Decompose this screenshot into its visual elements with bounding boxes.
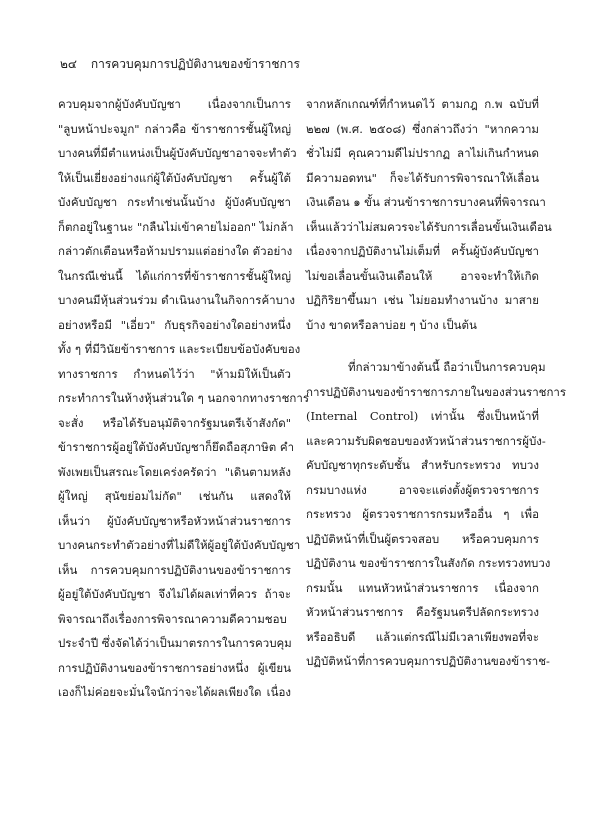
text-line: ปฏิกิริยาขึ้นมา เช่น ไม่ยอมทำงานบ้าง มาสาย [306, 293, 539, 307]
text-line: ทั้ง ๆ ที่มีวินัยข้าราชการ และระเบียบข้อบังคับของ [58, 342, 301, 356]
text-line: กรมนั้น แทนหัวหน้าส่วนราชการ เนื่องจาก [306, 580, 539, 595]
text-line: บ้าง ขาดหรือลาบ่อย ๆ บ้าง เป็นต้น [306, 317, 477, 332]
text-line: "ลูบหน้าปะจมูก" กล่าวคือ ข้าราชการชั้นผู้ใหญ่ [58, 121, 291, 136]
text-line: ข้าราชการผู้อยู่ใต้บังคับบัญชาก็ยึดถือสุภาษิต คำ [58, 440, 295, 454]
text-line: หรืออธิบดี แล้วแต่กรณีไม่มีเวลาเพียงพอที่จะ [306, 629, 539, 644]
text-line: จะสั่ง หรือได้รับอนุมัติจากรัฐมนตรีเจ้าสังกัด" [58, 415, 291, 430]
text-line: บางคนมีหุ้นส่วนร่วม ดำเนินงานในกิจการค้าบาง [58, 293, 295, 307]
text-line: ในกรณีเช่นนี้ ได้แก่การที่ข้าราชการชั้นผู้ใหญ่ [58, 268, 291, 283]
text-line: การปฏิบัติงานของข้าราชการภายในของส่วนราชการ [306, 384, 567, 399]
text-line: จากหลักเกณฑ์ที่กำหนดไว้ ตามกฎ ก.พ ฉบับที่ [306, 97, 539, 111]
text-line: (Internal Control) เท่านั้น ซึ่งเป็นหน้าที่ [306, 409, 539, 423]
text-line: คับบัญชาทุกระดับชั้น สำหรับกระทรวง ทบวง [306, 458, 539, 472]
text-line: กระทำการในห้างหุ้นส่วนใด ๆ นอกจากทางราชการ [58, 391, 310, 405]
text-line: ทางราชการ กำหนดไว้ว่า "ห้ามมิให้เป็นตัว [58, 366, 291, 381]
text-line: บางคนกระทำตัวอย่างที่ไม่ดีให้ผู้อยู่ใต้บังคับบัญชา [58, 538, 301, 552]
text-line: พิจารณาถึงเรื่องการพิจารณาความดีความชอบ [58, 611, 287, 626]
text-line: ปฏิบัติงาน ของข้าราชการในสังกัด กระทรวงทบวง [306, 556, 551, 570]
text-line: เนื่องจากปฏิบัติงานไม่เต็มที่ ครั้นผู้บังคับบัญชา [306, 244, 539, 258]
text-line: มีความอดทน" ก็จะได้รับการพิจารณาให้เลื่อน [306, 170, 539, 185]
page-header [60, 55, 540, 74]
text-line: เงินเดือน ๑ ขั้น ส่วนข้าราชการบางคนที่พิจารณา [306, 195, 546, 209]
text-line: เห็นว่า ผู้บังคับบัญชาหรือหัวหน้าส่วนราชการ [58, 513, 291, 528]
text-line: พังเพยเป็นสรณะโดยเคร่งครัดว่า "เดินตามหลัง [58, 464, 291, 479]
text-line: ให้เป็นเยี่ยงอย่างแก่ผู้ใต้บังคับบัญชา ครั้นผู้ใต้ [58, 170, 291, 185]
text-line: อย่างหรือมี "เอี่ยว" กับธุรกิจอย่างใดอย่างหนึ่ง [58, 317, 291, 332]
text-line: ควบคุมจากผู้บังคับบัญชา เนื่องจากเป็นการ [58, 97, 291, 111]
text-line: กล่าวตักเตือนหรือห้ามปรามแต่อย่างใด ตัวอย่าง [58, 244, 293, 258]
left-column [58, 92, 310, 705]
text-line: ปฏิบัติหน้าที่การควบคุมการปฏิบัติงานของข้าราช- [306, 654, 550, 668]
text-line: ผู้ใหญ่ สุนัขย่อมไม่กัด" เช่นกัน แสดงให้ [58, 489, 291, 503]
text-line: กรมบางแห่ง อาจจะแต่งตั้งผู้ตรวจราชการ [306, 482, 539, 497]
text-line: ผู้อยู่ใต้บังคับบัญชา จึงไม่ได้ผลเท่าที่ควร ถ้าจะ [58, 587, 291, 601]
running-title: การควบคุมการปฏิบัติงานของข้าราชการ [90, 57, 300, 71]
paragraph-first-line: ที่กล่าวมาข้างต้นนี้ ถือว่าเป็นการควบคุม [348, 360, 546, 374]
text-line: เห็น การควบคุมการปฏิบัติงานของข้าราชการ [58, 562, 291, 577]
text-line: การปฏิบัติงานของข้าราชการอย่างหนึ่ง ผู้เขียน [58, 660, 291, 675]
right-column [306, 92, 567, 674]
text-line: ประจำปี ซึ่งจัดได้ว่าเป็นมาตรการในการควบคุม [58, 636, 292, 650]
text-line: ๒๒๗ (พ.ศ. ๒๕๐๘) ซึ่งกล่าวถึงว่า "หากความ [306, 121, 539, 136]
text-line: ก็ตกอยู่ในฐานะ "กลืนไม่เข้าคายไม่ออก" ไม่กล้า [58, 219, 294, 234]
text-line: ไม่ขอเลื่อนขั้นเงินเดือนให้ อาจจะทำให้เกิด [306, 268, 539, 283]
text-line: เองก็ไม่ค่อยจะมั่นใจนักว่าจะได้ผลเพียงใด เนื่อง [58, 685, 291, 699]
text-line: หัวหน้าส่วนราชการ คือรัฐมนตรีปลัดกระทรวง [306, 605, 539, 619]
text-line: ชั่วไม่มี คุณความดีไม่ปรากฏ ลาไม่เกินกำหนด [306, 146, 539, 160]
page-number: ๒๔ [60, 57, 77, 71]
text-line: และความรับผิดชอบของหัวหน้าส่วนราชการผู้บัง- [306, 433, 546, 448]
text-line: เห็นแล้วว่าไม่สมควรจะได้รับการเลื่อนขั้นเงินเดือน [306, 219, 552, 234]
text-line: บางคนที่มีตำแหน่งเป็นผู้บังคับบัญชาอาจจะทำตัว [58, 146, 297, 160]
text-line: ปฏิบัติหน้าที่เป็นผู้ตรวจสอบ หรือควบคุมการ [306, 531, 539, 546]
text-line: กระทรวง ผู้ตรวจราชการกรมหรืออื่น ๆ เพื่อ [306, 507, 539, 521]
text-line: บังคับบัญชา กระทำเช่นนั้นบ้าง ผู้บังคับบัญชา [58, 195, 291, 209]
